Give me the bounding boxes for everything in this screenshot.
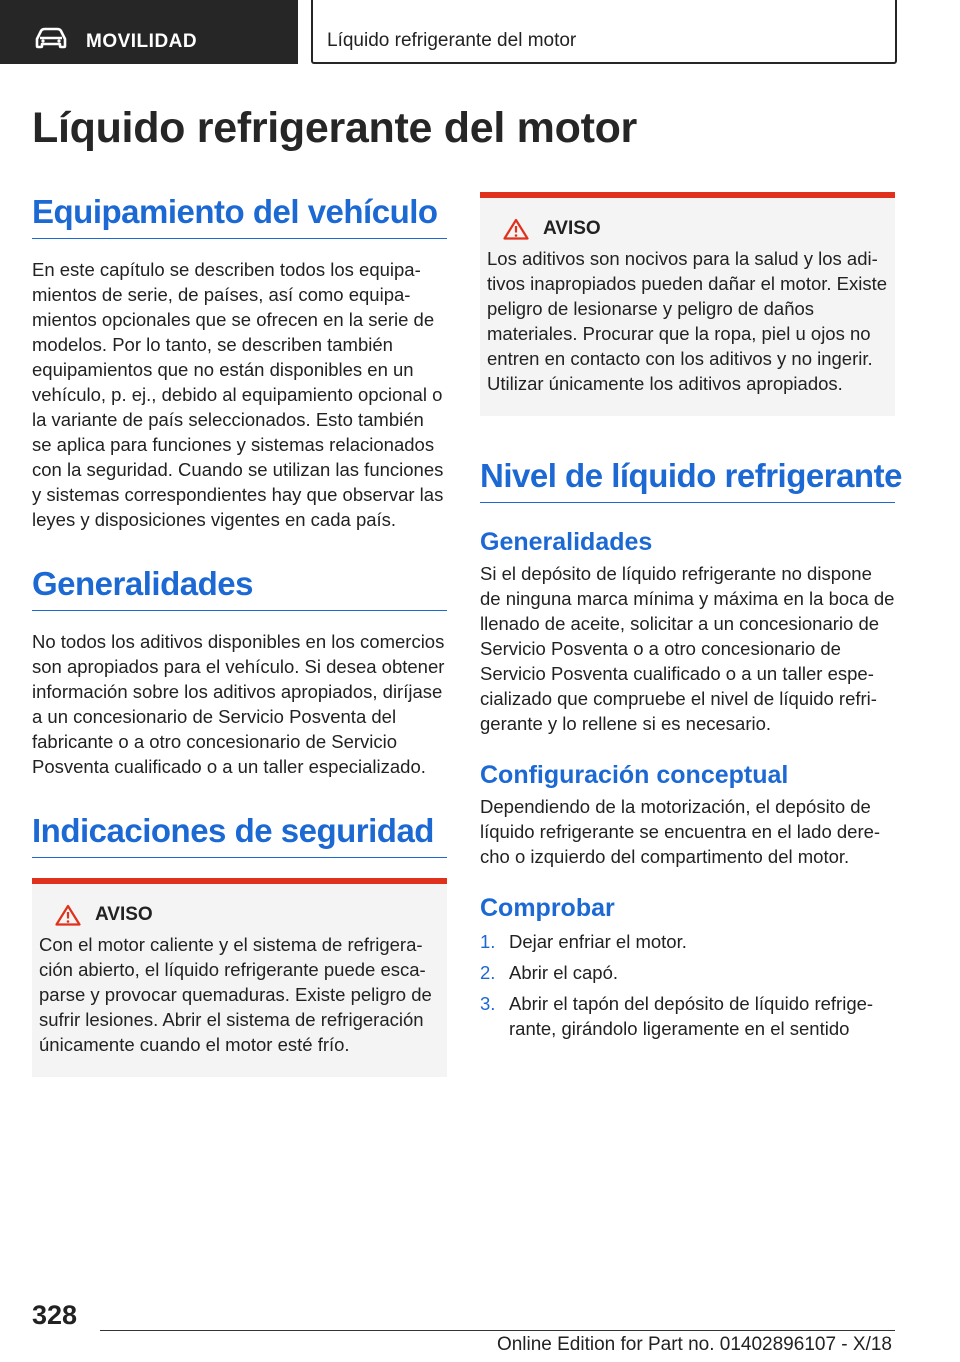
- section-heading-seguridad: Indicaciones de seguridad: [32, 809, 447, 858]
- warning-triangle-icon: [55, 904, 81, 926]
- header-chapter-tab: [311, 0, 897, 64]
- subheading-comprobar: Comprobar: [480, 894, 615, 922]
- comprobar-steps: [480, 929, 895, 1041]
- section-heading-equipamiento: Equipamiento del vehículo: [32, 190, 447, 239]
- generalidades-body: No todos los aditivos disponibles en los comercios son apropiados para el vehículo. Si desea obtener información sobre los aditivos apropiados, diríjase a un concesionario de Servicio Posventa del fabricante o a otro concesionario de Servicio Posventa cualificado o a un taller especializado.: [32, 631, 445, 777]
- header-section-label: MOVILIDAD: [86, 31, 198, 52]
- section-heading-generalidades: Generalidades: [32, 562, 447, 611]
- nivel-generalidades-body: Si el depósito de líquido refrigerante no dispone de ninguna marca mínima y máxima en la boca de llenado de aceite, solicitar a un concesionario de Servicio Posventa o a otro concesionario de Servicio Posventa cualificado o a un taller especializado que compruebe el nivel de líquido refrigerante y lo rellene si es necesario.: [480, 563, 895, 734]
- footer-divider: [100, 1330, 895, 1331]
- section-heading-nivel: Nivel de líquido refrigerante: [480, 454, 895, 503]
- warning-triangle-icon: [503, 218, 529, 240]
- step-item: 3. Abrir el tapón del depósito de líquido refrigerante, girándolo ligeramente en el sentido: [480, 993, 874, 1039]
- equipamiento-body: En este capítulo se describen todos los equipamientos de serie, de países, así como equipamientos opcionales que se ofrecen en la serie de modelos. Por lo tanto, se describen también equipamientos que no están disponibles en un vehículo, p. ej., debido al equipamiento opcional o la variante de país seleccionados. Esto también se aplica para funciones y sistemas relacionados con la seguridad. Cuando se utilizan las funciones y sistemas correspondientes hay que observar las leyes y disposiciones vigentes en cada país.: [32, 259, 444, 530]
- warning-box-aditivos: [480, 192, 895, 416]
- step-item: 2. Abrir el capó.: [480, 962, 618, 983]
- warning-text: Con el motor caliente y el sistema de refrigeración abierto, el líquido refrigerante puede escaparse y provocar quemaduras. Existe peligro de sufrir lesiones. Abrir el sistema de refrigeración únicamente cuando el motor esté frío.: [39, 934, 432, 1055]
- right-column: [480, 192, 902, 1047]
- warning-text: Los aditivos son nocivos para la salud y los aditivos inapropiados pueden dañar el motor. Existe peligro de lesionarse y peligro de daños materiales. Procurar que la ropa, piel u ojos no entren en contacto con los aditivos y no ingerir. Utilizar únicamente los aditivos apropiados.: [487, 248, 888, 394]
- car-icon: [34, 27, 68, 49]
- page-title: Líquido refrigerante del motor: [32, 104, 637, 152]
- footer-edition: Online Edition for Part no. 01402896107 - X/18: [496, 1334, 892, 1355]
- header-section-tab: [0, 0, 298, 64]
- warning-header: [39, 904, 440, 926]
- left-column: [32, 190, 447, 1077]
- step-item: 1. Dejar enfriar el motor.: [480, 931, 687, 952]
- configuracion-body: Dependiendo de la motorización, el depósito de líquido refrigerante se encuentra en el lado derecho o izquierdo del compartimento del motor.: [480, 796, 881, 867]
- warning-header: [487, 218, 888, 240]
- warning-box-motor-caliente: [32, 878, 447, 1077]
- subheading-configuracion: Configuración conceptual: [480, 761, 789, 789]
- header-chapter-title: Líquido refrigerante del motor: [327, 30, 577, 51]
- page-number: 328: [32, 1300, 78, 1330]
- warning-label: AVISO: [543, 218, 601, 239]
- subheading-generalidades: Generalidades: [480, 528, 653, 556]
- warning-label: AVISO: [95, 904, 153, 925]
